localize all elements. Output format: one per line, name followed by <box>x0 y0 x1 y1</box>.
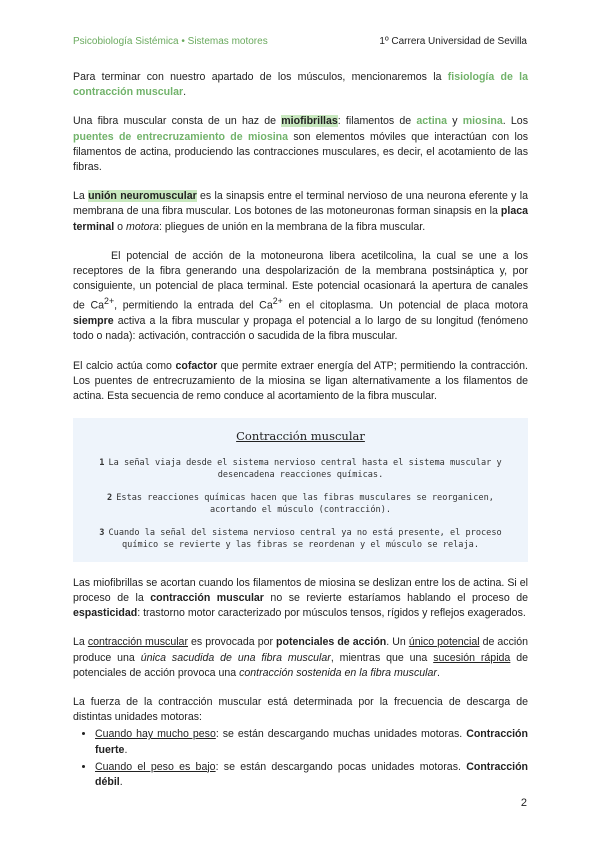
text: . <box>183 86 187 99</box>
italic-term: motora <box>126 220 159 233</box>
bold-term: espasticidad <box>73 607 138 620</box>
text: de potenciales de acción provoca una <box>73 651 528 679</box>
underlined-term: Cuando el peso es bajo <box>95 760 216 773</box>
step-text: Estas reacciones químicas hacen que las fibras musculares se reorganicen, acortando el músculo (contracción). <box>116 492 494 516</box>
text: es provocada por <box>187 636 277 649</box>
step-number: 1 <box>99 457 105 468</box>
box-title: Contracción muscular <box>236 429 365 444</box>
paragraph-potencial <box>73 249 528 345</box>
paragraph-fibra <box>73 114 528 175</box>
paragraph-fuerza <box>73 695 528 725</box>
paragraph-intro <box>73 70 528 100</box>
underlined-term: Cuando hay mucho peso <box>95 728 216 741</box>
header-subject: Psicobiología Sistémica • Sistemas motores <box>73 36 268 47</box>
highlight-term: miofibrillas <box>281 115 338 128</box>
contraccion-box <box>73 418 528 562</box>
text: : filamentos de <box>337 115 417 128</box>
text: : pliegues de unión en la membrana de la fibra muscular. <box>158 220 426 233</box>
italic-term: contracción sostenida en la fibra muscular <box>239 666 437 679</box>
paragraph-calcio <box>73 359 528 405</box>
text: no se revierte estaríamos hablando el proceso de <box>263 591 528 604</box>
text: de acción produce una <box>73 636 529 664</box>
text: en el citoplasma. Un potencial de placa motora <box>282 299 528 312</box>
highlight-term: actina <box>416 115 448 128</box>
highlight-term: miosina <box>462 115 503 128</box>
header-course: 1º Carrera Universidad de Sevilla <box>379 36 527 47</box>
box-step <box>83 457 518 482</box>
text: Las miofibrillas se acortan cuando los filamentos de miosina se deslizan entre los de actina. Si el proceso de la <box>73 576 528 604</box>
superscript: 2+ <box>272 296 283 307</box>
page-number: 2 <box>520 797 527 809</box>
text: son elementos móviles que interactúan con los filamentos de actina, produciendo las contracciones musculares, es decir, el acotamiento de las fibras. <box>73 130 529 174</box>
paragraph-miofibrillas <box>73 576 528 622</box>
text: o <box>114 220 126 233</box>
step-number: 3 <box>99 527 105 538</box>
text: Para terminar con nuestro apartado de los músculos, mencionaremos la <box>73 71 448 83</box>
underlined-term: sucesión rápida <box>433 651 511 664</box>
text: , permitiendo la entrada del Ca <box>114 299 273 312</box>
bold-term: contracción muscular <box>150 591 264 604</box>
highlight-term: fisiología de la contracción muscular <box>73 71 528 99</box>
text: . Los <box>502 115 528 128</box>
text: La <box>73 190 89 203</box>
paragraph-union <box>73 189 528 235</box>
text: : se están descargando pocas unidades motoras. <box>215 760 467 773</box>
highlight-term: puentes de entrecruzamiento de miosina <box>73 130 289 143</box>
box-step <box>83 527 518 552</box>
italic-term: única sacudida de una fibra muscular <box>140 651 331 664</box>
bullet-list <box>73 727 528 790</box>
bold-term: Contracción fuerte <box>95 728 528 756</box>
list-item <box>95 727 528 757</box>
text: y <box>447 115 463 128</box>
step-text: La señal viaja desde el sistema nervioso central hasta el sistema muscular y desencadena reacciones químicas. <box>108 457 502 481</box>
text: que permite extraer energía del ATP; permitiendo la contracción. Los puentes de entrecruzamiento de la miosina se ligan alternativamente a los filamentos de actina. Esta secuencia de remo conduce al acortamiento de la fibra muscular. <box>73 359 528 402</box>
text: . Un <box>386 636 409 649</box>
text: , mientras que una <box>330 651 434 664</box>
text: El potencial de acción de la motoneurona libera acetilcolina, la cual se une a los receptores de la fibra generando una despolarización de la membrana postsináptica y, por consiguiente, un potencial de placa terminal. Este potencial ocasionará la apertura de canales de Ca <box>73 249 528 312</box>
superscript: 2+ <box>104 296 115 307</box>
text: es la sinapsis entre el terminal nervioso de una neurona eferente y la membrana de una fibra muscular. Los botones de las motoneuronas forman sinapsis en la <box>73 190 528 218</box>
page-header <box>73 36 527 50</box>
page-content <box>73 70 528 792</box>
text: La <box>73 636 88 649</box>
text: : se están descargando muchas unidades motoras. <box>215 728 467 741</box>
list-item <box>95 760 528 790</box>
step-text: Cuando la señal del sistema nervioso central ya no está presente, el proceso químico se revierte y las fibras se reordenan y el músculo se relaja. <box>108 527 502 551</box>
bold-term: placa terminal <box>73 205 528 233</box>
bold-term: siempre <box>73 315 114 328</box>
text: activa a la fibra muscular y propaga el potencial a lo largo de su longitud (fenómeno todo o nada): activación, contracción o sacudida de la fibra muscular. <box>73 315 528 343</box>
highlight-term: unión neuromuscular <box>88 190 197 203</box>
text: : trastorno motor caracterizado por músculos tensos, rígidos y reflejos exagerados. <box>137 607 526 620</box>
text: Una fibra muscular consta de un haz de <box>73 115 282 128</box>
underlined-term: único potencial <box>408 636 480 649</box>
text: . <box>436 666 440 679</box>
text: . <box>119 775 123 788</box>
paragraph-provocada <box>73 635 528 681</box>
bold-term: potenciales de acción <box>276 636 387 649</box>
text: . <box>124 743 128 756</box>
bold-term: cofactor <box>175 359 218 372</box>
step-number: 2 <box>107 492 113 503</box>
bold-term: Contracción débil <box>95 760 529 788</box>
text: El calcio actúa como <box>73 359 176 372</box>
text: La fuerza de la contracción muscular está determinada por la frecuencia de descarga de distintas unidades motoras: <box>73 695 528 724</box>
underlined-term: contracción muscular <box>87 636 188 649</box>
box-step <box>83 492 518 517</box>
